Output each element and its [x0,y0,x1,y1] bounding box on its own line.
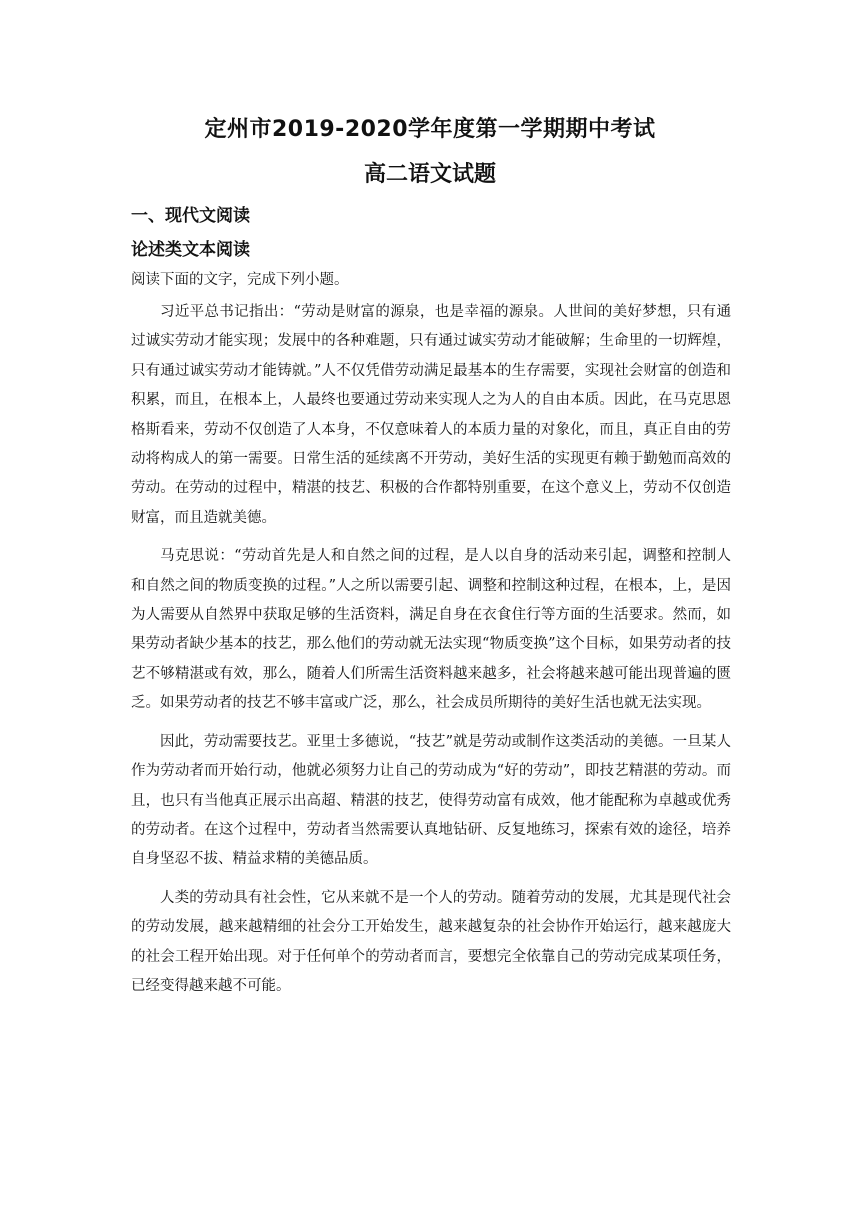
reading-passage [131,298,731,1010]
exam-title: 定州市2019-2020学年度第一学期期中考试 [204,117,656,142]
exam-subtitle: 高二语文试题 [363,162,496,187]
passage-paragraph-3: 因此，劳动需要技艺。亚里士多德说，“技艺”就是劳动或制作这类活动的美德。一旦某人作为劳动者而开始行动，他就必须努力让自己的劳动成为“好的劳动”，即技艺精湛的劳动。而且，也只有当他真正展示出高超、精湛的技艺，使得劳动富有成效，他才能配称为卓越或优秀的劳动者。在这个过程中，劳动者当然需要认真地钻研、反复地练习，探索有效的途径，培养自身坚忍不拔、精益求精的美德品质。 [131,733,731,868]
reading-instruction: 阅读下面的文字，完成下列小题。 [131,272,349,288]
subsection-heading: 论述类文本阅读 [131,240,250,260]
passage-paragraph-2: 马克思说：“劳动首先是人和自然之间的过程，是人以自身的活动来引起，调整和控制人和自然之间的物质变换的过程。”人之所以需要引起、调整和控制这种过程，在根本，上，是因为人需要从自然界中获取足够的生活资料，满足自身在衣食住行等方面的生活要求。然而，如果劳动者缺少基本的技艺，那么他们的劳动就无法实现“物质变换”这个目标，如果劳动者的技艺不够精湛或有效，那么，随着人们所需生活资料越来越多，社会将越来越可能出现普遍的匮乏。如果劳动者的技艺不够丰富或广泛，那么，社会成员所期待的美好生活也就无法实现。 [131,548,731,712]
passage-paragraph-4: 人类的劳动具有社会性，它从来就不是一个人的劳动。随着劳动的发展，尤其是现代社会的劳动发展，越来越精细的社会分工开始发生，越来越复杂的社会协作开始运行，越来越庞大的社会工程开始出现。对于任何单个的劳动者而言，要想完全依靠自己的劳动完成某项任务，已经变得越来越不可能。 [131,889,731,994]
section-heading: 一、现代文阅读 [131,206,250,226]
passage-paragraph-1: 习近平总书记指出：“劳动是财富的源泉，也是幸福的源泉。人世间的美好梦想，只有通过诚实劳动才能实现；发展中的各种难题，只有通过诚实劳动才能破解；生命里的一切辉煌，只有通过诚实劳动才能铸就。”人不仅凭借劳动满足最基本的生存需要，实现社会财富的创造和积累，而且，在根本上，人最终也要通过劳动来实现人之为人的自由本质。因此，在马克思恩格斯看来，劳动不仅创造了人本身，不仅意味着人的本质力量的对象化，而且，真正自由的劳动将构成人的第一需要。日常生活的延续离不开劳动，美好生活的实现更有赖于勤勉而高效的劳动。在劳动的过程中，精湛的技艺、积极的合作都特别重要，在这个意义上，劳动不仅创造财富，而且造就美德。 [131,304,731,526]
